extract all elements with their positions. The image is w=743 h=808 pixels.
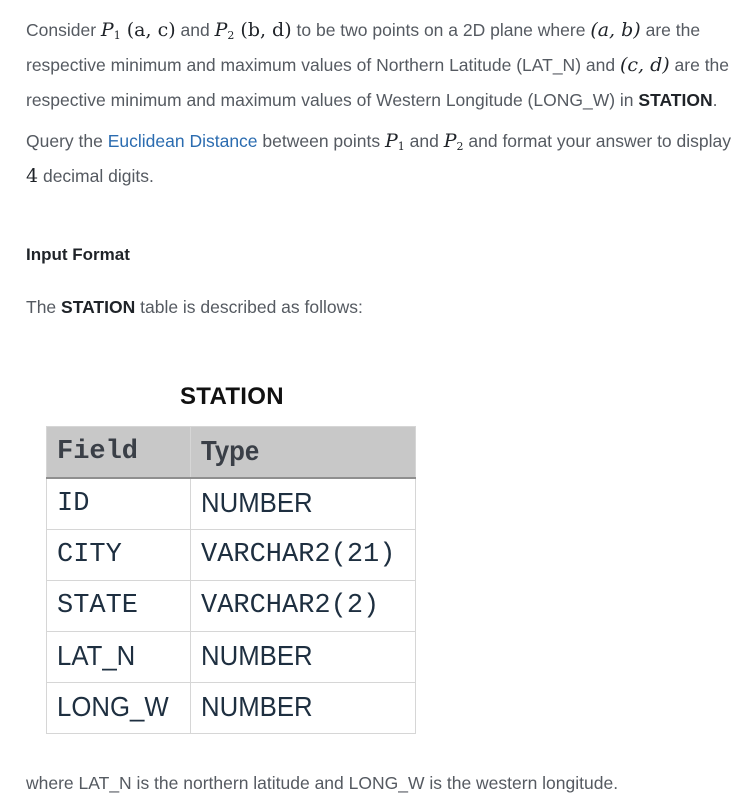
field-cell: STATE (47, 581, 191, 632)
header-type: Type (191, 427, 416, 479)
problem-paragraph-1: Consider $P_1$ (a, c) and $P_2$ (b, d) to be two points on a 2D plane where (a, b) are the respective minimum and maximum values of Northern Latitude (LAT_N) and (c, d) are the respective minimum and maximum values of Western Longitude (LONG_W) in STATION. (26, 19, 730, 110)
table-row (47, 581, 416, 632)
text-mid2: are the respective minimum and maximum values of Northern Latitude (LAT_N) and (26, 20, 701, 75)
field-cell: LONG_W (47, 683, 191, 734)
station-bold: STATION (638, 90, 713, 110)
text-mid1: to be two points on a 2D plane where (291, 20, 591, 40)
field-cell: LAT_N (47, 632, 191, 683)
table-row (47, 632, 416, 683)
table-row (47, 478, 416, 530)
table-header-row (47, 427, 416, 479)
type-cell: NUMBER (191, 683, 416, 734)
text-and: and (175, 20, 215, 40)
text-intro: Consider (26, 20, 101, 40)
station-table-title: STATION (180, 383, 284, 410)
decimal-digits-count: 4 (26, 165, 39, 187)
problem-paragraph-2: Query the Euclidean Distance between points $P_1$ and $P_2$ and format your answer to display 4 decimal digits. (26, 130, 732, 187)
field-cell: ID (47, 478, 191, 530)
euclidean-distance-link[interactable]: Euclidean Distance (107, 131, 258, 151)
type-cell: VARCHAR2(2) (191, 581, 416, 632)
math-p2: $P_2$ (b, d) (214, 19, 292, 42)
type-cell: NUMBER (191, 632, 416, 683)
input-format-heading: Input Format (26, 245, 130, 264)
footer-note: where LAT_N is the northern latitude and LONG_W is the western longitude. (26, 773, 619, 793)
table-description: The STATION table is described as follows: (26, 297, 363, 317)
type-cell: NUMBER (191, 478, 416, 530)
station-bold-2: STATION (61, 297, 136, 317)
table-row (47, 530, 416, 581)
math-p1-ref: $P_1$ (384, 130, 405, 153)
station-schema-table (46, 426, 416, 734)
table-row (47, 683, 416, 734)
math-cd: (c, d) (619, 54, 670, 76)
field-cell: CITY (47, 530, 191, 581)
math-ab: (a, b) (590, 19, 641, 41)
header-field: Field (47, 427, 191, 479)
math-p1: $P_1$ (a, c) (100, 19, 176, 42)
problem-statement (26, 13, 736, 194)
text-mid3: are the respective minimum and maximum values of Western Longitude (LONG_W) in (26, 55, 730, 110)
math-p2-ref: $P_2$ (443, 130, 464, 153)
type-cell: VARCHAR2(21) (191, 530, 416, 581)
